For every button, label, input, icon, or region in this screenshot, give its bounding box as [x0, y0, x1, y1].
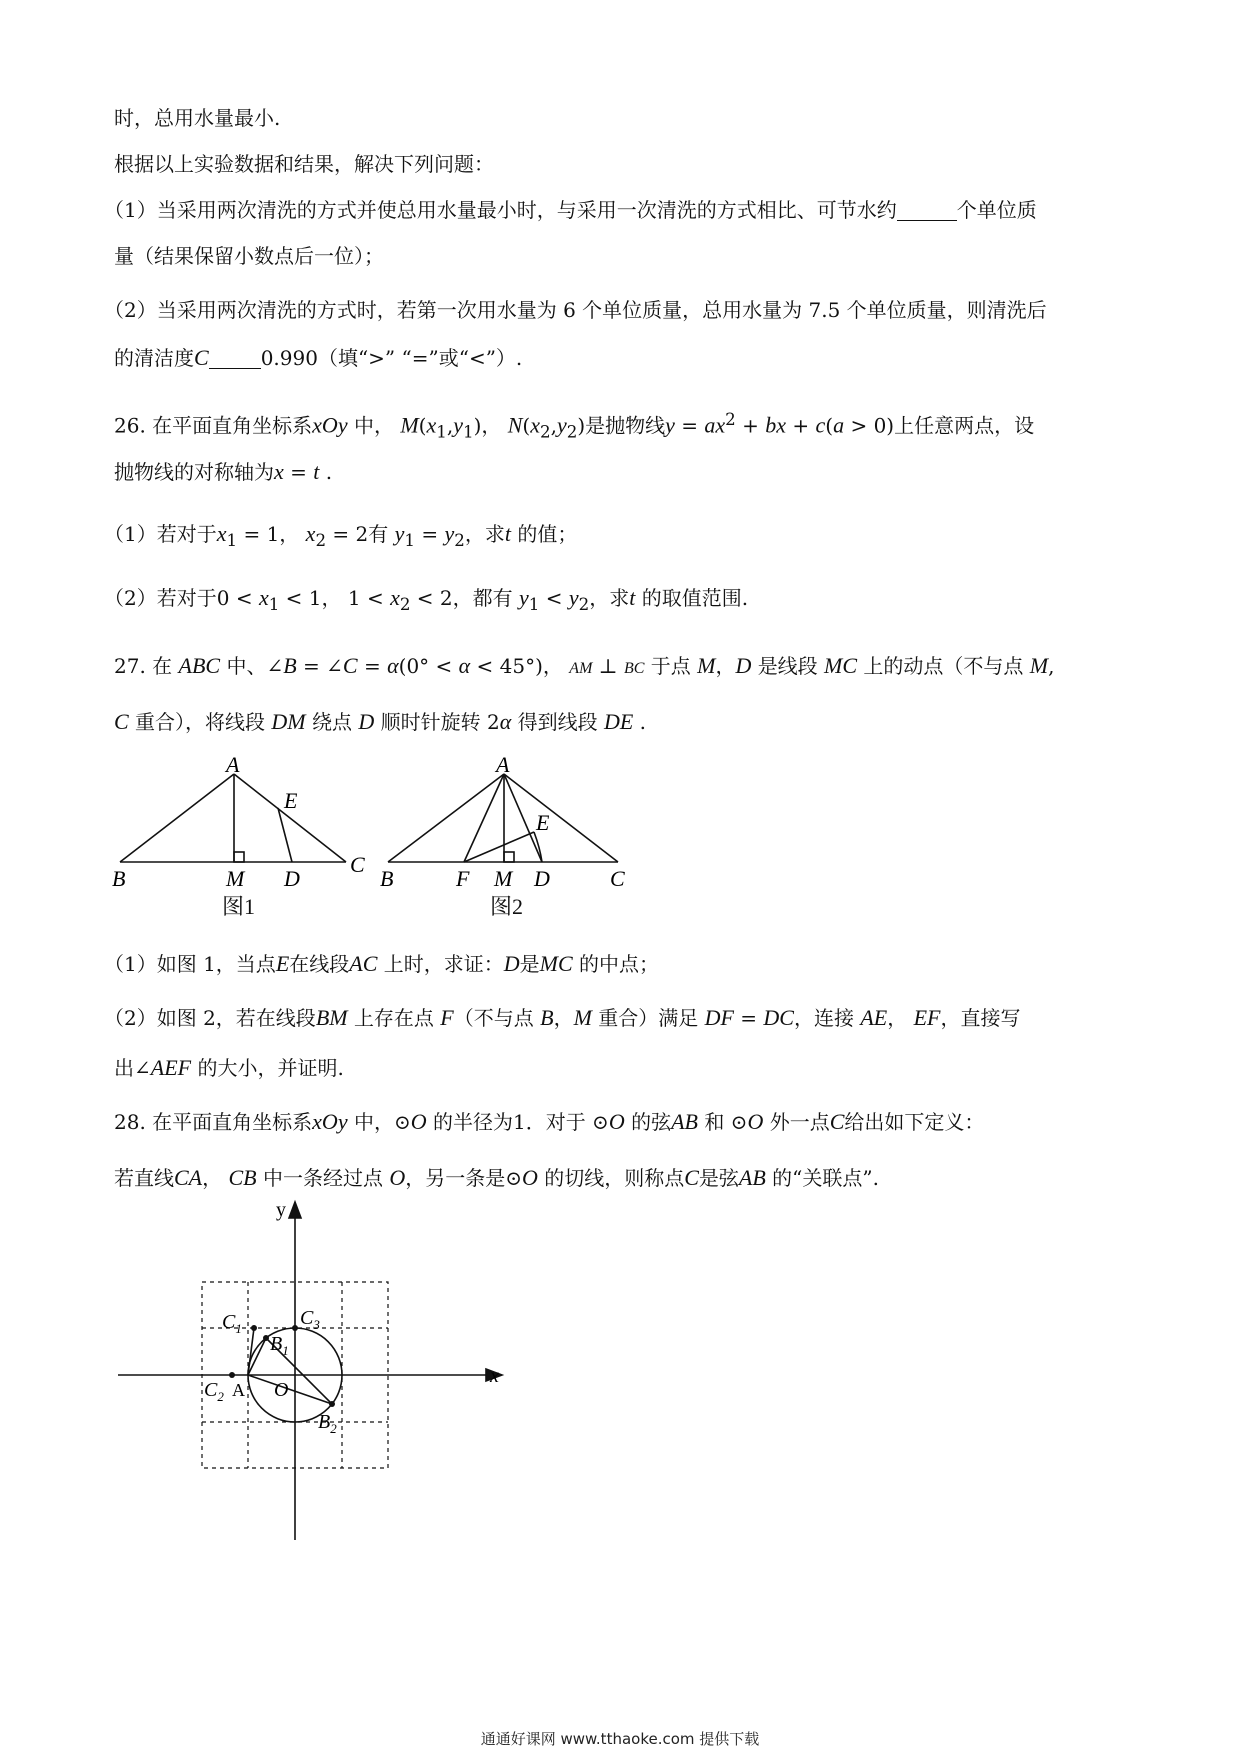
- svg-text:y: y: [276, 1199, 286, 1221]
- text-line: 根据以上实验数据和结果，解决下列问题：: [114, 152, 494, 176]
- svg-text:B1: $B_1$: [270, 1333, 289, 1358]
- q27-stem: 27. 在 ABC 中、∠B = ∠C = α(0° < α < 45°)， AM ⊥ BC 于点 M，D 是线段 MC 上的动点（不与点 M,: [114, 653, 1055, 678]
- q26-stem: 26. 在平面直角坐标系xOy 中， $M(x_1,y_1)$， $N(x_2,y_2)$是抛物线$y = ax^2$ + bx + c(a > 0)上任意两点，设: [114, 410, 1035, 442]
- q26-part2: （2）若对于$0 < x_1 < 1$， $1 < x_2 < 2$，都有 $y_1 < y_2$，求t 的取值范围.: [104, 585, 749, 614]
- q27-part1: （1）如图 1，当点E在线段AC 上时，求证：D是MC 的中点；: [104, 951, 659, 976]
- q27-part2: （2）如图 2，若在线段BM 上存在点 F（不与点 B，M 重合）满足 DF = DC，连接 AE， EF，直接写: [104, 1005, 1021, 1030]
- text-line: 若直线CA， CB 中一条经过点 O，另一条是⊙O 的切线，则称点C是弦AB 的“关联点”.: [114, 1165, 879, 1190]
- svg-text:O: O: [274, 1379, 289, 1401]
- answer-blank: [897, 200, 957, 221]
- svg-text:B: B: [112, 866, 126, 891]
- svg-text:M: M: [226, 866, 245, 891]
- q28-stem: 28. 在平面直角坐标系xOy 中，⊙O 的半径为1．对于 ⊙O 的弦AB 和 ⊙O 外一点C给出如下定义：: [114, 1109, 985, 1134]
- figure-2-caption: 图2: [490, 894, 524, 919]
- svg-text:A: A: [232, 1380, 245, 1400]
- q25-part1: （1）当采用两次清洗的方式并使总用水量最小时，与采用一次清洗的方式相比、可节水约 个单位质: [104, 198, 1037, 222]
- svg-text:M: M: [494, 866, 513, 891]
- text-line: 抛物线的对称轴为x = t .: [114, 459, 333, 484]
- q26-part1: （1）若对于$x_1 = 1$， $x_2 = 2$有 $y_1 = y_2$，求t 的值；: [104, 521, 578, 550]
- svg-text:B: B: [380, 866, 394, 891]
- svg-text:E: E: [284, 788, 298, 813]
- figure-1-caption: 图1: [222, 894, 256, 919]
- text-line: 的清洁度C 0.990（填“>” “=”或“<”）.: [114, 345, 523, 370]
- svg-text:D: D: [534, 866, 550, 891]
- text-line: 时，总用水量最小.: [114, 106, 281, 130]
- svg-text:C: C: [610, 866, 625, 891]
- coordinate-grid-figure: [110, 1200, 510, 1560]
- text-line: C 重合），将线段 DM 绕点 D 顺时针旋转 2α 得到线段 DE .: [114, 709, 647, 734]
- svg-text:C3: $C_3$: [300, 1307, 320, 1332]
- page-footer: 通通好课网 www.tthaoke.com 提供下载: [480, 1730, 760, 1748]
- svg-text:x: x: [490, 1365, 499, 1387]
- svg-text:B2: $B_2$: [318, 1411, 337, 1436]
- svg-text:D: D: [284, 866, 300, 891]
- svg-text:A: A: [496, 752, 510, 777]
- text-line: 量（结果保留小数点后一位）；: [114, 244, 384, 268]
- answer-blank: [209, 348, 261, 369]
- svg-text:C1: $C_1$: [222, 1311, 242, 1336]
- svg-text:E: E: [536, 810, 550, 835]
- text-line: 出∠AEF 的大小，并证明.: [114, 1055, 344, 1080]
- q25-part2: （2）当采用两次清洗的方式时，若第一次用水量为 6 个单位质量，总用水量为 7.5 个单位质量，则清洗后: [104, 298, 1047, 322]
- svg-text:C2: $C_2$: [204, 1379, 224, 1404]
- svg-text:A: A: [226, 752, 240, 777]
- svg-text:C: C: [350, 852, 365, 877]
- svg-text:F: F: [456, 866, 470, 891]
